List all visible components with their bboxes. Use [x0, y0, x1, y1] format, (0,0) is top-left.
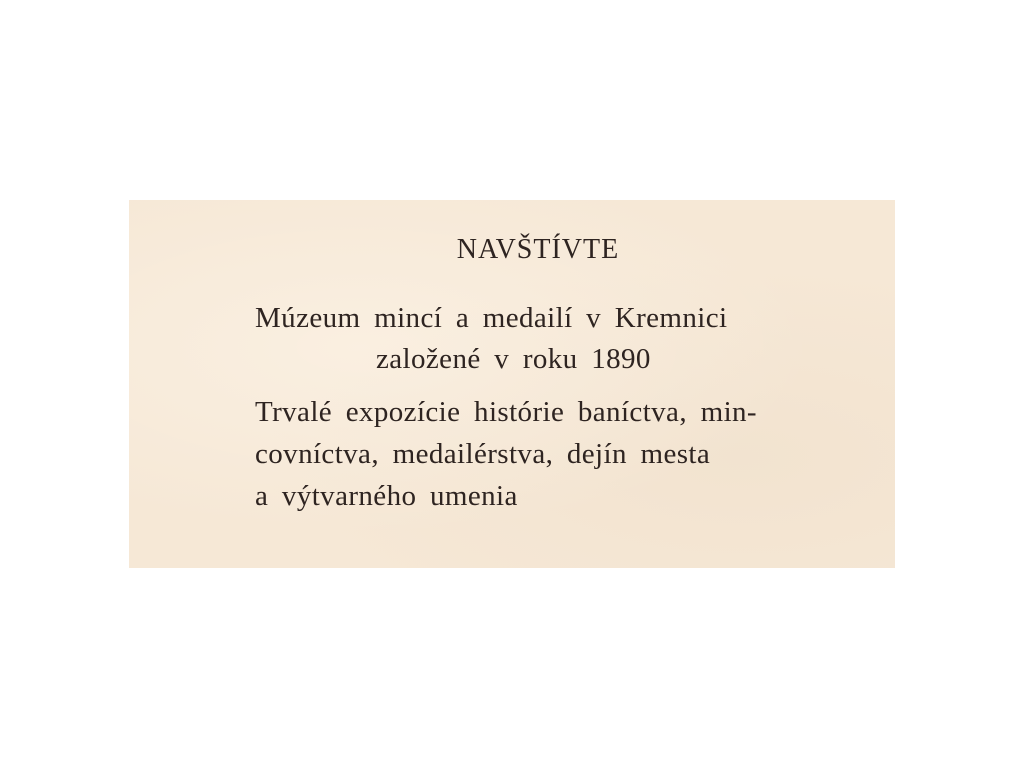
paper-card [129, 200, 895, 568]
exhibit-line-3: a výtvarného umenia [255, 480, 518, 512]
heading-visit: NAVŠTÍVTE [456, 234, 620, 265]
museum-line-1: Múzeum mincí a medailí v Kremnici [255, 302, 728, 334]
exhibit-line-2: covníctva, medailérstva, dejín mesta [255, 438, 711, 470]
museum-line-2: založené v roku 1890 [376, 343, 651, 375]
exhibit-line-1: Trvalé expozície histórie baníctva, min- [255, 396, 757, 428]
